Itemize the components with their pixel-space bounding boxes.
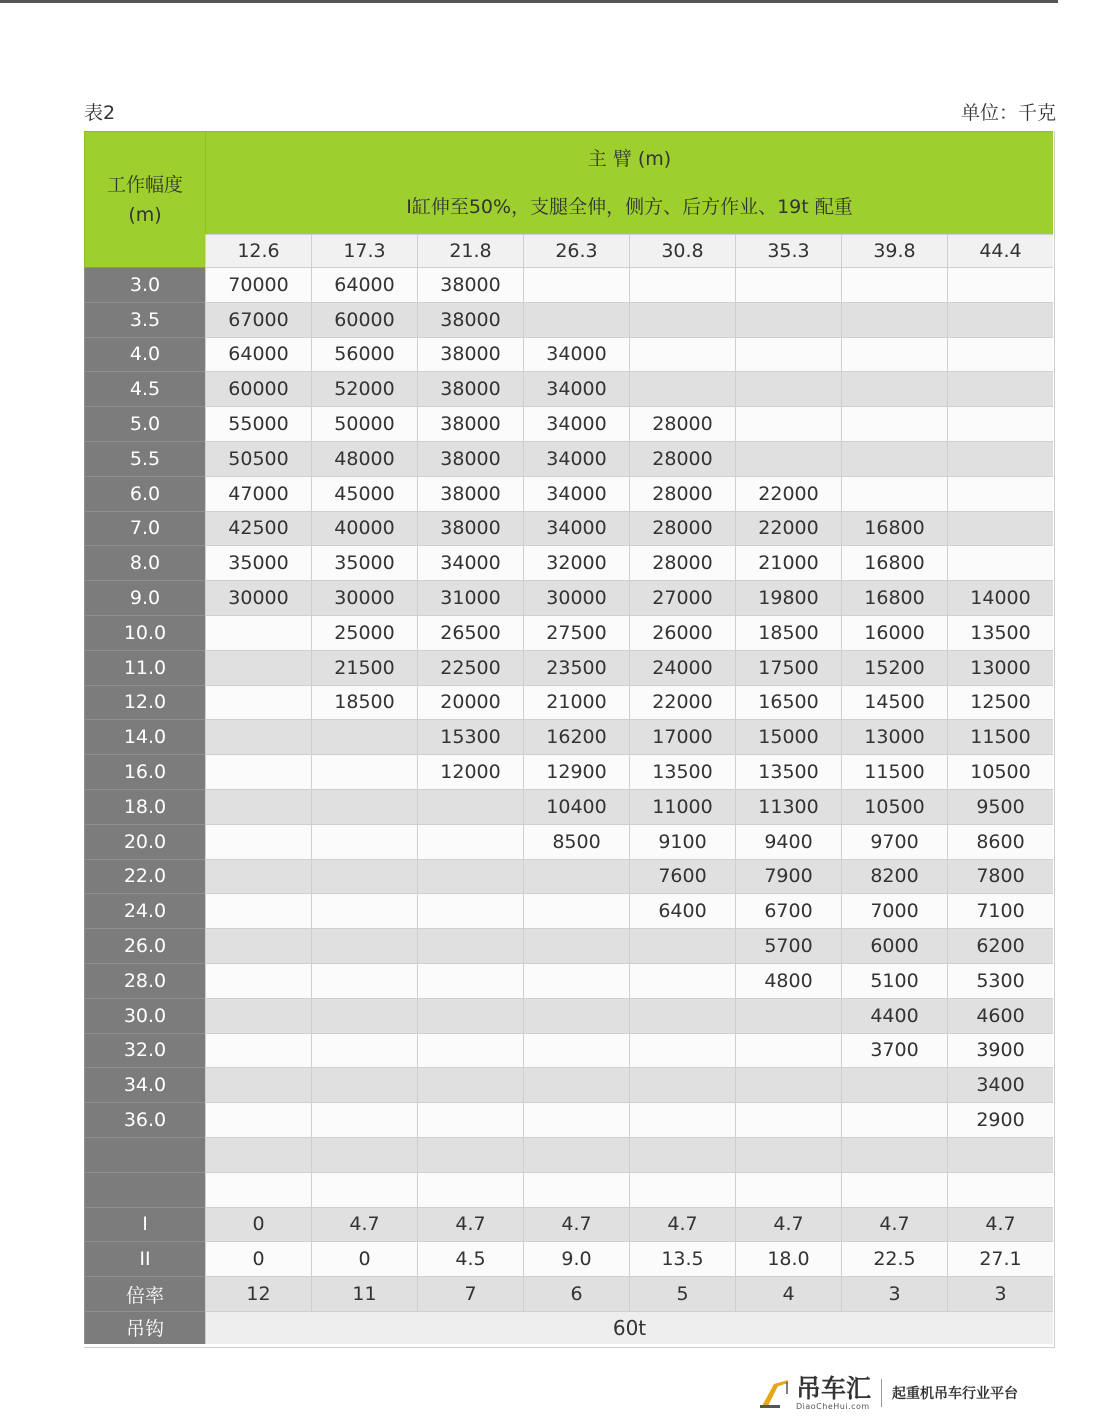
load-value-cell	[205, 893, 311, 928]
load-value-cell: 4.7	[947, 1207, 1053, 1242]
radius-header-unit: (m)	[128, 203, 162, 226]
load-value-cell: 30000	[523, 580, 629, 615]
load-chart-table	[84, 131, 1055, 1348]
load-value-cell: 52000	[311, 371, 417, 406]
load-value-cell	[629, 371, 735, 406]
load-value-cell	[735, 441, 841, 476]
load-value-cell: 16800	[841, 545, 947, 580]
load-value-cell: 2900	[947, 1102, 1053, 1137]
load-value-cell: 60000	[205, 371, 311, 406]
load-value-cell: 28000	[629, 511, 735, 546]
load-value-cell	[311, 824, 417, 859]
radius-row-label: 22.0	[84, 859, 205, 894]
logo-url: DiaoCheHui.com	[796, 1401, 870, 1411]
load-value-cell	[523, 1033, 629, 1068]
load-value-cell	[205, 824, 311, 859]
load-value-cell	[629, 998, 735, 1033]
radius-row-label: 倍率	[84, 1276, 205, 1311]
load-value-cell: 11500	[841, 754, 947, 789]
radius-row-label: 9.0	[84, 580, 205, 615]
load-value-cell	[205, 650, 311, 685]
boom-length-header: 30.8	[629, 234, 735, 267]
load-value-cell	[735, 406, 841, 441]
load-value-cell	[523, 1137, 629, 1172]
load-value-cell: 26500	[417, 615, 523, 650]
load-value-cell	[311, 1067, 417, 1102]
radius-row-label: 3.0	[84, 267, 205, 302]
radius-row-label: 3.5	[84, 302, 205, 337]
load-value-cell	[735, 1067, 841, 1102]
load-value-cell: 50500	[205, 441, 311, 476]
load-value-cell	[947, 476, 1053, 511]
load-value-cell	[311, 859, 417, 894]
load-value-cell: 7800	[947, 859, 1053, 894]
load-value-cell: 15200	[841, 650, 947, 685]
load-value-cell	[311, 893, 417, 928]
load-value-cell	[311, 719, 417, 754]
load-value-cell	[841, 1137, 947, 1172]
load-value-cell: 48000	[311, 441, 417, 476]
load-value-cell: 3400	[947, 1067, 1053, 1102]
load-value-cell	[311, 1137, 417, 1172]
load-value-cell: 67000	[205, 302, 311, 337]
load-value-cell	[205, 859, 311, 894]
load-value-cell: 22000	[629, 685, 735, 720]
load-value-cell: 28000	[629, 441, 735, 476]
load-value-cell	[311, 1033, 417, 1068]
load-value-cell: 10400	[523, 789, 629, 824]
load-value-cell: 21500	[311, 650, 417, 685]
load-value-cell: 6400	[629, 893, 735, 928]
load-value-cell: 0	[205, 1207, 311, 1242]
boom-header-title: 主 臂 (m)	[587, 148, 672, 170]
load-value-cell	[523, 928, 629, 963]
load-value-cell: 0	[311, 1241, 417, 1276]
load-value-cell: 4.7	[311, 1207, 417, 1242]
load-value-cell: 28000	[629, 476, 735, 511]
load-value-cell	[735, 1102, 841, 1137]
load-value-cell: 9700	[841, 824, 947, 859]
load-value-cell: 34000	[523, 441, 629, 476]
load-value-cell: 38000	[417, 406, 523, 441]
load-value-cell: 38000	[417, 371, 523, 406]
load-value-cell: 19800	[735, 580, 841, 615]
load-value-cell	[629, 1137, 735, 1172]
load-value-cell	[417, 1172, 523, 1207]
load-value-cell: 22.5	[841, 1241, 947, 1276]
load-value-cell: 4.7	[417, 1207, 523, 1242]
load-value-cell: 34000	[523, 371, 629, 406]
boom-length-header: 35.3	[735, 234, 841, 267]
load-value-cell	[205, 1137, 311, 1172]
load-value-cell	[205, 685, 311, 720]
load-value-cell: 16000	[841, 615, 947, 650]
radius-row-label: 18.0	[84, 789, 205, 824]
load-value-cell: 3700	[841, 1033, 947, 1068]
table-number: 表2	[84, 102, 116, 124]
load-value-cell	[417, 1137, 523, 1172]
load-value-cell: 7000	[841, 893, 947, 928]
load-value-cell	[841, 371, 947, 406]
load-value-cell	[311, 963, 417, 998]
load-value-cell: 30000	[311, 580, 417, 615]
radius-header	[84, 131, 205, 267]
load-value-cell: 11300	[735, 789, 841, 824]
load-value-cell	[841, 1172, 947, 1207]
radius-row-label: 10.0	[84, 615, 205, 650]
load-value-cell: 13000	[947, 650, 1053, 685]
load-value-cell: 22000	[735, 476, 841, 511]
radius-row-label: 4.5	[84, 371, 205, 406]
load-value-cell: 30000	[205, 580, 311, 615]
load-value-cell	[205, 963, 311, 998]
load-value-cell: 20000	[417, 685, 523, 720]
load-value-cell: 6700	[735, 893, 841, 928]
load-value-cell: 34000	[417, 545, 523, 580]
load-value-cell: 38000	[417, 267, 523, 302]
brand-logo	[758, 1372, 1058, 1414]
load-value-cell	[417, 1067, 523, 1102]
load-value-cell: 31000	[417, 580, 523, 615]
load-value-cell: 32000	[523, 545, 629, 580]
load-value-cell: 3900	[947, 1033, 1053, 1068]
radius-row-label: 36.0	[84, 1102, 205, 1137]
load-value-cell: 14500	[841, 685, 947, 720]
load-value-cell	[523, 1067, 629, 1102]
load-value-cell: 21000	[735, 545, 841, 580]
load-value-cell: 38000	[417, 476, 523, 511]
radius-row-label: 5.5	[84, 441, 205, 476]
load-value-cell: 70000	[205, 267, 311, 302]
load-value-cell: 11000	[629, 789, 735, 824]
load-value-cell	[311, 1102, 417, 1137]
load-value-cell: 4	[735, 1276, 841, 1311]
radius-row-label	[84, 1172, 205, 1207]
load-value-cell: 12500	[947, 685, 1053, 720]
boom-length-header: 12.6	[205, 234, 311, 267]
load-value-cell: 13.5	[629, 1241, 735, 1276]
load-value-cell: 13500	[629, 754, 735, 789]
load-value-cell: 4600	[947, 998, 1053, 1033]
load-value-cell: 7600	[629, 859, 735, 894]
load-value-cell: 35000	[311, 545, 417, 580]
load-value-cell	[629, 928, 735, 963]
load-value-cell: 38000	[417, 302, 523, 337]
load-value-cell	[311, 789, 417, 824]
load-value-cell	[523, 893, 629, 928]
load-value-cell: 28000	[629, 406, 735, 441]
load-value-cell: 14000	[947, 580, 1053, 615]
load-value-cell: 7900	[735, 859, 841, 894]
boom-length-header: 21.8	[417, 234, 523, 267]
radius-header-label: 工作幅度	[106, 173, 183, 196]
load-value-cell: 5	[629, 1276, 735, 1311]
load-value-cell: 4.7	[523, 1207, 629, 1242]
load-value-cell	[205, 1033, 311, 1068]
load-value-cell: 11	[311, 1276, 417, 1311]
load-value-cell	[841, 476, 947, 511]
load-value-cell: 13500	[735, 754, 841, 789]
load-value-cell	[841, 1102, 947, 1137]
load-value-cell: 34000	[523, 337, 629, 372]
load-value-cell	[417, 893, 523, 928]
load-value-cell	[735, 267, 841, 302]
load-value-cell	[947, 267, 1053, 302]
load-value-cell	[205, 1102, 311, 1137]
radius-row-label: 16.0	[84, 754, 205, 789]
load-value-cell	[311, 754, 417, 789]
boom-header	[205, 131, 1053, 234]
load-value-cell	[735, 1137, 841, 1172]
load-value-cell: 24000	[629, 650, 735, 685]
load-value-cell	[205, 928, 311, 963]
logo-text	[796, 1373, 872, 1411]
load-value-cell: 38000	[417, 337, 523, 372]
logo-name: 吊车汇	[796, 1373, 872, 1403]
load-value-cell	[947, 441, 1053, 476]
radius-row-label: 11.0	[84, 650, 205, 685]
load-value-cell: 45000	[311, 476, 417, 511]
load-value-cell	[629, 1172, 735, 1207]
radius-row-label: 6.0	[84, 476, 205, 511]
boom-length-header: 17.3	[311, 234, 417, 267]
load-value-cell: 17500	[735, 650, 841, 685]
load-value-cell	[629, 302, 735, 337]
load-value-cell	[417, 824, 523, 859]
boom-header-condition: I缸伸至50%，支腿全伸，侧方、后方作业、19t 配重	[406, 196, 853, 218]
load-value-cell: 38000	[417, 511, 523, 546]
load-value-cell: 34000	[523, 476, 629, 511]
load-value-cell	[417, 859, 523, 894]
load-value-cell: 10500	[947, 754, 1053, 789]
load-value-cell	[841, 337, 947, 372]
load-value-cell: 7	[417, 1276, 523, 1311]
radius-row-label: 7.0	[84, 511, 205, 546]
load-value-cell	[841, 267, 947, 302]
load-value-cell	[417, 998, 523, 1033]
load-value-cell: 4.5	[417, 1241, 523, 1276]
load-value-cell: 4.7	[629, 1207, 735, 1242]
load-value-cell	[523, 998, 629, 1033]
load-value-cell: 12000	[417, 754, 523, 789]
load-value-cell: 16200	[523, 719, 629, 754]
load-value-cell	[523, 1172, 629, 1207]
load-value-cell	[947, 371, 1053, 406]
load-value-cell	[417, 789, 523, 824]
radius-row-label	[84, 1137, 205, 1172]
load-value-cell: 22500	[417, 650, 523, 685]
top-rule	[0, 0, 1058, 3]
load-value-cell	[629, 337, 735, 372]
load-value-cell: 5100	[841, 963, 947, 998]
load-value-cell	[417, 963, 523, 998]
load-value-cell: 34000	[523, 511, 629, 546]
load-value-cell: 10500	[841, 789, 947, 824]
radius-row-label: 4.0	[84, 337, 205, 372]
load-value-cell: 5300	[947, 963, 1053, 998]
load-value-cell	[311, 928, 417, 963]
load-value-cell	[629, 1033, 735, 1068]
load-value-cell: 16800	[841, 511, 947, 546]
load-value-cell: 5700	[735, 928, 841, 963]
load-value-cell: 40000	[311, 511, 417, 546]
load-value-cell	[205, 789, 311, 824]
load-value-cell: 4800	[735, 963, 841, 998]
load-value-cell: 34000	[523, 406, 629, 441]
load-value-cell	[629, 267, 735, 302]
load-value-cell: 22000	[735, 511, 841, 546]
load-value-cell: 18500	[735, 615, 841, 650]
load-value-cell: 8500	[523, 824, 629, 859]
load-value-cell: 15300	[417, 719, 523, 754]
load-value-cell	[523, 1102, 629, 1137]
load-value-cell: 3	[947, 1276, 1053, 1311]
load-value-cell	[947, 511, 1053, 546]
logo-slogan: 起重机吊车行业平台	[892, 1386, 1019, 1402]
load-value-cell: 56000	[311, 337, 417, 372]
load-value-cell: 13000	[841, 719, 947, 754]
load-value-cell	[417, 1102, 523, 1137]
load-value-cell: 9100	[629, 824, 735, 859]
load-value-cell: 17000	[629, 719, 735, 754]
load-value-cell: 60000	[311, 302, 417, 337]
load-value-cell: 23500	[523, 650, 629, 685]
load-value-cell: 4400	[841, 998, 947, 1033]
load-value-cell	[947, 545, 1053, 580]
radius-row-label: 12.0	[84, 685, 205, 720]
load-value-cell	[523, 859, 629, 894]
load-value-cell: 4.7	[841, 1207, 947, 1242]
radius-row-label: 20.0	[84, 824, 205, 859]
load-value-cell: 27.1	[947, 1241, 1053, 1276]
crane-logo-icon	[758, 1376, 792, 1410]
load-value-cell: 6	[523, 1276, 629, 1311]
load-value-cell: 12	[205, 1276, 311, 1311]
boom-length-header: 39.8	[841, 234, 947, 267]
load-value-cell: 15000	[735, 719, 841, 754]
load-value-cell: 50000	[311, 406, 417, 441]
load-value-cell: 6200	[947, 928, 1053, 963]
load-value-cell: 6000	[841, 928, 947, 963]
load-value-cell	[735, 302, 841, 337]
radius-row-label: I	[84, 1207, 205, 1242]
load-value-cell	[417, 1033, 523, 1068]
logo-divider	[881, 1379, 882, 1407]
load-value-cell	[735, 337, 841, 372]
load-value-cell: 27500	[523, 615, 629, 650]
load-value-cell: 64000	[205, 337, 311, 372]
radius-row-label: 30.0	[84, 998, 205, 1033]
load-value-cell	[841, 441, 947, 476]
load-value-cell: 8600	[947, 824, 1053, 859]
load-value-cell: 9.0	[523, 1241, 629, 1276]
load-value-cell	[841, 1067, 947, 1102]
load-value-cell: 55000	[205, 406, 311, 441]
radius-row-label: 14.0	[84, 719, 205, 754]
load-value-cell	[523, 302, 629, 337]
load-value-cell: 4.7	[735, 1207, 841, 1242]
load-value-cell: 42500	[205, 511, 311, 546]
load-value-cell: 16500	[735, 685, 841, 720]
hook-value: 60t	[205, 1311, 1053, 1344]
load-value-cell: 11500	[947, 719, 1053, 754]
load-value-cell: 8200	[841, 859, 947, 894]
radius-row-label: II	[84, 1241, 205, 1276]
boom-length-header: 44.4	[947, 234, 1053, 267]
radius-row-label: 26.0	[84, 928, 205, 963]
load-value-cell: 35000	[205, 545, 311, 580]
load-value-cell: 7100	[947, 893, 1053, 928]
load-value-cell	[947, 337, 1053, 372]
load-value-cell: 38000	[417, 441, 523, 476]
load-value-cell: 64000	[311, 267, 417, 302]
load-value-cell: 26000	[629, 615, 735, 650]
load-value-cell: 13500	[947, 615, 1053, 650]
load-value-cell: 25000	[311, 615, 417, 650]
load-value-cell	[205, 998, 311, 1033]
load-value-cell	[205, 615, 311, 650]
load-value-cell	[947, 302, 1053, 337]
radius-row-label: 34.0	[84, 1067, 205, 1102]
radius-row-label: 24.0	[84, 893, 205, 928]
load-value-cell	[841, 406, 947, 441]
load-value-cell: 0	[205, 1241, 311, 1276]
load-value-cell	[205, 1067, 311, 1102]
load-value-cell	[947, 1137, 1053, 1172]
load-value-cell	[947, 1172, 1053, 1207]
load-value-cell	[629, 1102, 735, 1137]
load-value-cell	[205, 719, 311, 754]
load-value-cell	[629, 963, 735, 998]
load-value-cell	[735, 1033, 841, 1068]
load-value-cell	[311, 1172, 417, 1207]
load-value-cell: 9400	[735, 824, 841, 859]
load-value-cell: 9500	[947, 789, 1053, 824]
radius-row-label: 28.0	[84, 963, 205, 998]
load-value-cell	[841, 302, 947, 337]
boom-length-header: 26.3	[523, 234, 629, 267]
radius-row-label: 8.0	[84, 545, 205, 580]
hook-label: 吊钩	[84, 1311, 205, 1344]
load-value-cell	[735, 371, 841, 406]
radius-row-label: 5.0	[84, 406, 205, 441]
load-value-cell	[947, 406, 1053, 441]
load-value-cell	[629, 1067, 735, 1102]
load-value-cell: 18.0	[735, 1241, 841, 1276]
load-value-cell: 16800	[841, 580, 947, 615]
load-value-cell	[205, 1172, 311, 1207]
load-value-cell: 47000	[205, 476, 311, 511]
load-value-cell: 28000	[629, 545, 735, 580]
load-value-cell: 27000	[629, 580, 735, 615]
load-value-cell: 3	[841, 1276, 947, 1311]
load-value-cell	[417, 928, 523, 963]
load-value-cell	[523, 963, 629, 998]
radius-row-label: 32.0	[84, 1033, 205, 1068]
load-value-cell	[205, 754, 311, 789]
load-value-cell: 12900	[523, 754, 629, 789]
load-value-cell	[523, 267, 629, 302]
load-value-cell	[735, 998, 841, 1033]
load-value-cell: 18500	[311, 685, 417, 720]
unit-label: 单位：千克	[960, 102, 1056, 124]
load-value-cell	[311, 998, 417, 1033]
load-value-cell: 21000	[523, 685, 629, 720]
load-value-cell	[735, 1172, 841, 1207]
